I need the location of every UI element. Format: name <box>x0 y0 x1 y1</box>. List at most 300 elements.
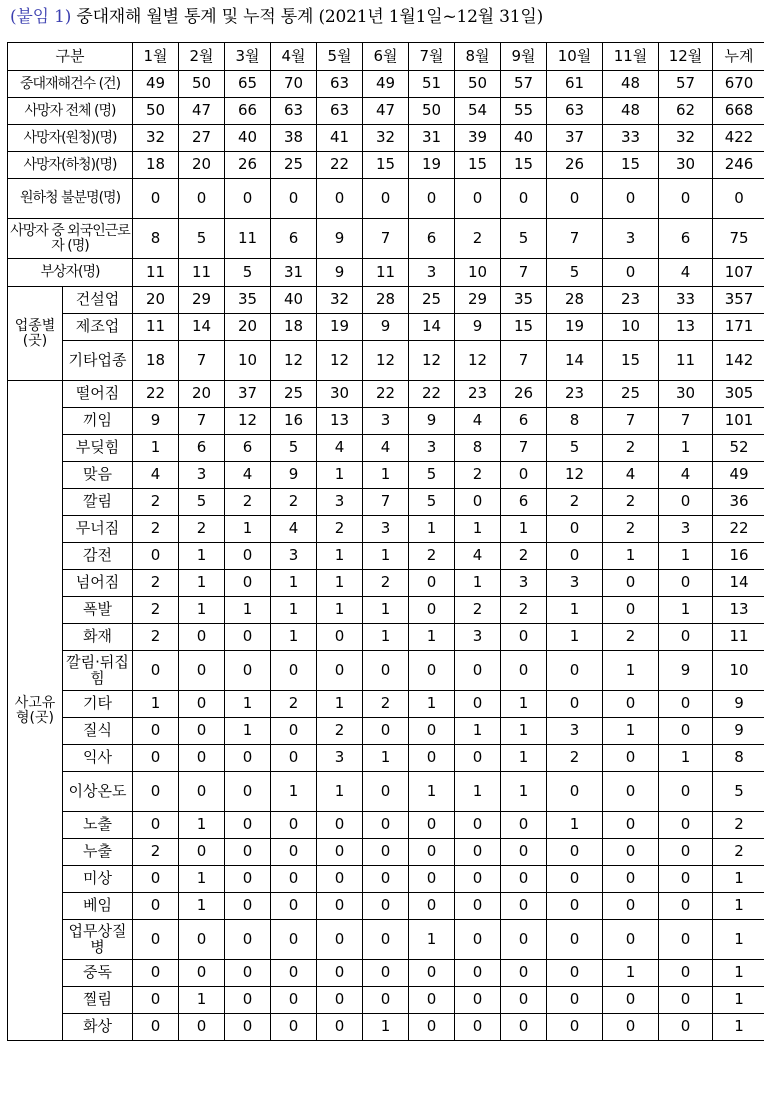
month-value-cell: 0 <box>271 718 317 745</box>
month-value-cell: 1 <box>133 691 179 718</box>
month-value-cell: 2 <box>547 745 603 772</box>
month-value-cell: 4 <box>317 435 363 462</box>
month-value-cell: 15 <box>363 152 409 179</box>
row-label: 떨어짐 <box>63 381 133 408</box>
month-value-cell: 1 <box>659 745 713 772</box>
month-value-cell: 0 <box>659 570 713 597</box>
month-value-cell: 15 <box>603 341 659 381</box>
table-row <box>8 987 764 1014</box>
month-value-cell: 0 <box>547 920 603 960</box>
table-row <box>8 462 764 489</box>
month-value-cell: 0 <box>455 839 501 866</box>
header-category: 구분 <box>8 43 133 71</box>
month-value-cell: 0 <box>363 772 409 812</box>
month-value-cell: 1 <box>455 772 501 812</box>
header-month: 1월 <box>133 43 179 71</box>
table-row <box>8 98 764 125</box>
month-value-cell: 0 <box>603 691 659 718</box>
month-value-cell: 11 <box>133 259 179 287</box>
total-cell: 1 <box>713 960 764 987</box>
month-value-cell: 1 <box>179 812 225 839</box>
month-value-cell: 0 <box>501 893 547 920</box>
month-value-cell: 22 <box>409 381 455 408</box>
table-row <box>8 179 764 219</box>
month-value-cell: 0 <box>271 1014 317 1041</box>
month-value-cell: 33 <box>659 287 713 314</box>
month-value-cell: 0 <box>133 543 179 570</box>
month-value-cell: 0 <box>317 987 363 1014</box>
month-value-cell: 0 <box>603 772 659 812</box>
document-title <box>10 2 543 27</box>
month-value-cell: 2 <box>603 435 659 462</box>
month-value-cell: 0 <box>455 987 501 1014</box>
month-value-cell: 0 <box>225 543 271 570</box>
row-label: 기타 <box>63 691 133 718</box>
month-value-cell: 0 <box>659 691 713 718</box>
month-value-cell: 70 <box>271 71 317 98</box>
month-value-cell: 41 <box>317 125 363 152</box>
month-value-cell: 0 <box>409 179 455 219</box>
month-value-cell: 0 <box>225 893 271 920</box>
month-value-cell: 0 <box>547 866 603 893</box>
month-value-cell: 0 <box>363 987 409 1014</box>
total-cell: 75 <box>713 219 764 259</box>
total-cell: 357 <box>713 287 764 314</box>
month-value-cell: 0 <box>409 866 455 893</box>
month-value-cell: 0 <box>659 624 713 651</box>
month-value-cell: 11 <box>225 219 271 259</box>
month-value-cell: 7 <box>659 408 713 435</box>
total-cell: 668 <box>713 98 764 125</box>
row-label: 찔림 <box>63 987 133 1014</box>
month-value-cell: 57 <box>501 71 547 98</box>
month-value-cell: 3 <box>547 570 603 597</box>
row-label: 폭발 <box>63 597 133 624</box>
row-label: 건설업 <box>63 287 133 314</box>
table-row <box>8 570 764 597</box>
month-value-cell: 2 <box>363 570 409 597</box>
table-row <box>8 489 764 516</box>
month-value-cell: 48 <box>603 71 659 98</box>
month-value-cell: 0 <box>363 839 409 866</box>
month-value-cell: 0 <box>501 987 547 1014</box>
month-value-cell: 30 <box>317 381 363 408</box>
month-value-cell: 0 <box>547 839 603 866</box>
month-value-cell: 0 <box>603 812 659 839</box>
month-value-cell: 1 <box>271 597 317 624</box>
month-value-cell: 0 <box>225 920 271 960</box>
month-value-cell: 0 <box>659 920 713 960</box>
month-value-cell: 0 <box>409 570 455 597</box>
month-value-cell: 2 <box>455 219 501 259</box>
month-value-cell: 11 <box>363 259 409 287</box>
month-value-cell: 6 <box>225 435 271 462</box>
month-value-cell: 8 <box>547 408 603 435</box>
month-value-cell: 26 <box>501 381 547 408</box>
month-value-cell: 16 <box>271 408 317 435</box>
month-value-cell: 0 <box>501 624 547 651</box>
month-value-cell: 5 <box>547 259 603 287</box>
month-value-cell: 1 <box>501 516 547 543</box>
month-value-cell: 2 <box>133 839 179 866</box>
month-value-cell: 20 <box>225 314 271 341</box>
table-row <box>8 314 764 341</box>
month-value-cell: 0 <box>225 179 271 219</box>
row-label: 사망자 전체 (명) <box>8 98 133 125</box>
month-value-cell: 37 <box>225 381 271 408</box>
row-label: 이상온도 <box>63 772 133 812</box>
month-value-cell: 9 <box>409 408 455 435</box>
month-value-cell: 50 <box>409 98 455 125</box>
table-row <box>8 812 764 839</box>
month-value-cell: 1 <box>271 772 317 812</box>
month-value-cell: 1 <box>409 691 455 718</box>
month-value-cell: 0 <box>179 718 225 745</box>
month-value-cell: 0 <box>659 866 713 893</box>
month-value-cell: 1 <box>317 597 363 624</box>
month-value-cell: 0 <box>501 839 547 866</box>
month-value-cell: 11 <box>179 259 225 287</box>
month-value-cell: 2 <box>603 624 659 651</box>
row-label: 사망자 중 외국인근로자 (명) <box>8 219 133 259</box>
month-value-cell: 40 <box>271 287 317 314</box>
month-value-cell: 10 <box>603 314 659 341</box>
row-label: 부상자(명) <box>8 259 133 287</box>
month-value-cell: 1 <box>363 624 409 651</box>
month-value-cell: 0 <box>455 866 501 893</box>
month-value-cell: 2 <box>133 624 179 651</box>
month-value-cell: 0 <box>659 812 713 839</box>
month-value-cell: 5 <box>179 219 225 259</box>
month-value-cell: 5 <box>271 435 317 462</box>
total-cell: 5 <box>713 772 764 812</box>
month-value-cell: 0 <box>659 718 713 745</box>
month-value-cell: 4 <box>133 462 179 489</box>
total-cell: 2 <box>713 839 764 866</box>
total-cell: 171 <box>713 314 764 341</box>
month-value-cell: 15 <box>501 314 547 341</box>
month-value-cell: 0 <box>225 866 271 893</box>
month-value-cell: 0 <box>179 691 225 718</box>
month-value-cell: 0 <box>363 866 409 893</box>
month-value-cell: 0 <box>317 651 363 691</box>
total-cell: 1 <box>713 987 764 1014</box>
header-month: 9월 <box>501 43 547 71</box>
month-value-cell: 14 <box>547 341 603 381</box>
month-value-cell: 35 <box>225 287 271 314</box>
month-value-cell: 5 <box>179 489 225 516</box>
month-value-cell: 0 <box>271 866 317 893</box>
month-value-cell: 5 <box>547 435 603 462</box>
month-value-cell: 18 <box>133 152 179 179</box>
month-value-cell: 0 <box>409 812 455 839</box>
month-value-cell: 7 <box>501 259 547 287</box>
month-value-cell: 15 <box>501 152 547 179</box>
month-value-cell: 0 <box>547 893 603 920</box>
month-value-cell: 6 <box>501 489 547 516</box>
month-value-cell: 30 <box>659 381 713 408</box>
month-value-cell: 0 <box>317 839 363 866</box>
month-value-cell: 0 <box>271 893 317 920</box>
table-row <box>8 597 764 624</box>
month-value-cell: 0 <box>133 920 179 960</box>
month-value-cell: 8 <box>133 219 179 259</box>
month-value-cell: 0 <box>455 812 501 839</box>
month-value-cell: 12 <box>271 341 317 381</box>
table-row <box>8 651 764 691</box>
month-value-cell: 32 <box>317 287 363 314</box>
month-value-cell: 12 <box>225 408 271 435</box>
month-value-cell: 1 <box>363 745 409 772</box>
month-value-cell: 65 <box>225 71 271 98</box>
month-value-cell: 0 <box>501 920 547 960</box>
month-value-cell: 9 <box>659 651 713 691</box>
month-value-cell: 0 <box>133 179 179 219</box>
month-value-cell: 25 <box>271 152 317 179</box>
month-value-cell: 5 <box>409 489 455 516</box>
table-row <box>8 125 764 152</box>
month-value-cell: 12 <box>317 341 363 381</box>
row-label: 원하청 불분명(명) <box>8 179 133 219</box>
month-value-cell: 0 <box>271 839 317 866</box>
month-value-cell: 0 <box>317 893 363 920</box>
month-value-cell: 2 <box>363 691 409 718</box>
month-value-cell: 2 <box>179 516 225 543</box>
month-value-cell: 23 <box>547 381 603 408</box>
month-value-cell: 12 <box>363 341 409 381</box>
month-value-cell: 3 <box>363 408 409 435</box>
table-row <box>8 543 764 570</box>
row-label: 깔림 <box>63 489 133 516</box>
total-cell: 11 <box>713 624 764 651</box>
month-value-cell: 0 <box>603 866 659 893</box>
month-value-cell: 9 <box>271 462 317 489</box>
month-value-cell: 57 <box>659 71 713 98</box>
month-value-cell: 0 <box>603 179 659 219</box>
table-row <box>8 920 764 960</box>
month-value-cell: 3 <box>179 462 225 489</box>
month-value-cell: 1 <box>603 543 659 570</box>
table-row <box>8 408 764 435</box>
row-label: 질식 <box>63 718 133 745</box>
month-value-cell: 2 <box>455 597 501 624</box>
month-value-cell: 0 <box>225 1014 271 1041</box>
month-value-cell: 0 <box>363 179 409 219</box>
month-value-cell: 0 <box>409 893 455 920</box>
month-value-cell: 0 <box>225 570 271 597</box>
month-value-cell: 8 <box>455 435 501 462</box>
month-value-cell: 1 <box>179 893 225 920</box>
month-value-cell: 3 <box>363 516 409 543</box>
month-value-cell: 1 <box>317 691 363 718</box>
row-label: 노출 <box>63 812 133 839</box>
month-value-cell: 6 <box>659 219 713 259</box>
month-value-cell: 1 <box>225 597 271 624</box>
month-value-cell: 0 <box>317 866 363 893</box>
table-row <box>8 960 764 987</box>
month-value-cell: 0 <box>603 893 659 920</box>
month-value-cell: 1 <box>133 435 179 462</box>
month-value-cell: 19 <box>409 152 455 179</box>
month-value-cell: 0 <box>271 812 317 839</box>
month-value-cell: 25 <box>409 287 455 314</box>
month-value-cell: 19 <box>317 314 363 341</box>
month-value-cell: 33 <box>603 125 659 152</box>
month-value-cell: 0 <box>179 745 225 772</box>
row-label: 미상 <box>63 866 133 893</box>
row-label: 중독 <box>63 960 133 987</box>
month-value-cell: 0 <box>547 691 603 718</box>
month-value-cell: 1 <box>225 718 271 745</box>
month-value-cell: 0 <box>225 745 271 772</box>
month-value-cell: 0 <box>317 812 363 839</box>
row-label: 끼임 <box>63 408 133 435</box>
month-value-cell: 3 <box>409 259 455 287</box>
month-value-cell: 49 <box>133 71 179 98</box>
month-value-cell: 20 <box>179 152 225 179</box>
month-value-cell: 0 <box>409 745 455 772</box>
total-cell: 8 <box>713 745 764 772</box>
month-value-cell: 0 <box>179 1014 225 1041</box>
month-value-cell: 0 <box>409 960 455 987</box>
month-value-cell: 63 <box>271 98 317 125</box>
month-value-cell: 0 <box>603 597 659 624</box>
row-label: 사망자(하청)(명) <box>8 152 133 179</box>
month-value-cell: 2 <box>317 718 363 745</box>
total-cell: 142 <box>713 341 764 381</box>
month-value-cell: 29 <box>455 287 501 314</box>
total-cell: 246 <box>713 152 764 179</box>
month-value-cell: 0 <box>547 960 603 987</box>
month-value-cell: 0 <box>225 987 271 1014</box>
month-value-cell: 50 <box>455 71 501 98</box>
month-value-cell: 0 <box>225 812 271 839</box>
month-value-cell: 2 <box>501 597 547 624</box>
month-value-cell: 1 <box>501 691 547 718</box>
month-value-cell: 1 <box>179 597 225 624</box>
month-value-cell: 6 <box>179 435 225 462</box>
month-value-cell: 1 <box>603 651 659 691</box>
row-label: 익사 <box>63 745 133 772</box>
month-value-cell: 2 <box>455 462 501 489</box>
month-value-cell: 0 <box>409 987 455 1014</box>
total-cell: 305 <box>713 381 764 408</box>
month-value-cell: 62 <box>659 98 713 125</box>
month-value-cell: 3 <box>603 219 659 259</box>
table-row <box>8 435 764 462</box>
month-value-cell: 0 <box>363 960 409 987</box>
table-row <box>8 43 764 71</box>
month-value-cell: 28 <box>363 287 409 314</box>
header-month: 3월 <box>225 43 271 71</box>
month-value-cell: 0 <box>363 651 409 691</box>
month-value-cell: 22 <box>133 381 179 408</box>
month-value-cell: 0 <box>547 987 603 1014</box>
month-value-cell: 6 <box>409 219 455 259</box>
month-value-cell: 0 <box>455 920 501 960</box>
month-value-cell: 0 <box>133 651 179 691</box>
month-value-cell: 0 <box>603 839 659 866</box>
month-value-cell: 0 <box>547 651 603 691</box>
month-value-cell: 3 <box>317 489 363 516</box>
table-row <box>8 1014 764 1041</box>
month-value-cell: 40 <box>501 125 547 152</box>
month-value-cell: 6 <box>271 219 317 259</box>
month-value-cell: 11 <box>133 314 179 341</box>
month-value-cell: 63 <box>547 98 603 125</box>
month-value-cell: 0 <box>133 745 179 772</box>
month-value-cell: 20 <box>179 381 225 408</box>
month-value-cell: 0 <box>271 179 317 219</box>
table-row <box>8 718 764 745</box>
month-value-cell: 4 <box>659 462 713 489</box>
month-value-cell: 32 <box>659 125 713 152</box>
month-value-cell: 47 <box>363 98 409 125</box>
accident-statistics-table <box>7 42 764 1041</box>
month-value-cell: 0 <box>409 1014 455 1041</box>
month-value-cell: 0 <box>603 745 659 772</box>
total-cell: 422 <box>713 125 764 152</box>
table-row <box>8 691 764 718</box>
total-cell: 49 <box>713 462 764 489</box>
header-month: 8월 <box>455 43 501 71</box>
month-value-cell: 0 <box>409 651 455 691</box>
month-value-cell: 4 <box>659 259 713 287</box>
month-value-cell: 1 <box>547 812 603 839</box>
month-value-cell: 26 <box>547 152 603 179</box>
header-month: 5월 <box>317 43 363 71</box>
month-value-cell: 0 <box>455 691 501 718</box>
month-value-cell: 0 <box>271 745 317 772</box>
month-value-cell: 0 <box>133 866 179 893</box>
month-value-cell: 0 <box>547 772 603 812</box>
table-row <box>8 893 764 920</box>
month-value-cell: 1 <box>455 570 501 597</box>
month-value-cell: 2 <box>133 489 179 516</box>
total-cell: 9 <box>713 718 764 745</box>
month-value-cell: 4 <box>271 516 317 543</box>
total-cell: 16 <box>713 543 764 570</box>
month-value-cell: 32 <box>363 125 409 152</box>
table-row <box>8 745 764 772</box>
total-cell: 36 <box>713 489 764 516</box>
month-value-cell: 1 <box>409 516 455 543</box>
month-value-cell: 0 <box>179 772 225 812</box>
total-cell: 101 <box>713 408 764 435</box>
month-value-cell: 0 <box>363 812 409 839</box>
month-value-cell: 10 <box>455 259 501 287</box>
total-cell: 10 <box>713 651 764 691</box>
month-value-cell: 50 <box>133 98 179 125</box>
month-value-cell: 1 <box>317 772 363 812</box>
month-value-cell: 3 <box>317 745 363 772</box>
month-value-cell: 0 <box>133 772 179 812</box>
table-row <box>8 839 764 866</box>
month-value-cell: 2 <box>133 516 179 543</box>
month-value-cell: 49 <box>363 71 409 98</box>
month-value-cell: 1 <box>363 462 409 489</box>
month-value-cell: 51 <box>409 71 455 98</box>
month-value-cell: 31 <box>271 259 317 287</box>
month-value-cell: 0 <box>317 624 363 651</box>
month-value-cell: 2 <box>133 597 179 624</box>
month-value-cell: 1 <box>659 435 713 462</box>
header-month: 4월 <box>271 43 317 71</box>
month-value-cell: 7 <box>547 219 603 259</box>
month-value-cell: 13 <box>659 314 713 341</box>
month-value-cell: 7 <box>501 435 547 462</box>
month-value-cell: 32 <box>133 125 179 152</box>
